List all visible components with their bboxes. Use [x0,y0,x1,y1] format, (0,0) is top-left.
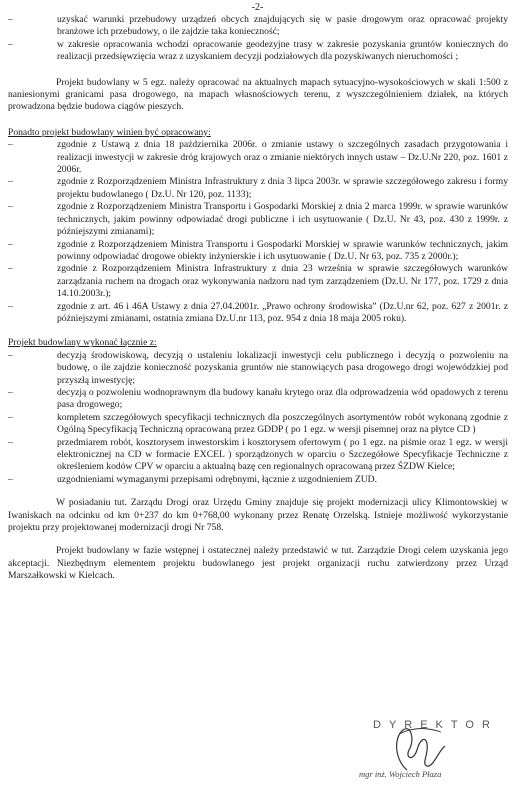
signature-title: DYREKTOR [373,719,498,731]
signature-name: mgr inż. Wojciech Płaza [359,769,442,779]
dash-bullet: – [8,14,13,25]
paragraph-maps: Projekt budowlany w 5 egz. należy opracować na aktualnych mapach sytuacyjno-wysokościowych w skali 1:500 z naniesionymi granicami pasa drogowego, na mapach własnościowych terenu, z wyszczególnieniem działek, na których prowadzona będzie budowa ciągów pieszych. [8,76,508,113]
list-item [8,139,508,176]
requirement-text: zgodnie z Rozporządzeniem Ministra Transportu i Gospodarki Morskiej w sprawie warunków technicznych, jakim powinny odpowiadać drogowe obiekty inżynierskie i ich usytuowanie ( Dz.U. Nr 63, poz. 735 z 2000r.); [57,238,508,262]
requirement-text: zgodnie z Rozporządzeniem Ministra Transportu i Gospodarki Morskiej z dnia 2 marca 1999r. w sprawie warunków technicznych, jakim powinny odpowiadać drogi publiczne i ich usytuowanie ( Dz.U. Nr 43, poz. 430 z 1999r. z późniejszymi zmianami); [57,201,508,238]
deliverable-text: decyzją środowiskową, decyzją o ustaleniu lokalizacji inwestycji celu publicznego i decyzją o pozwoleniu na budowę, o ile zajdzie konieczność pozyskania gruntów nie stanowiących pasa drogowego drogi wojewódzkiej pod przyszłą inwestycję; [57,349,508,386]
list-item [8,437,508,474]
dash-bullet: – [8,411,13,423]
list-item [8,201,508,238]
deliverable-text: przedmiarem robót, kosztorysem inwestorskim i kosztorysem ofertowym ( po 1 egz. na piśmie oraz 1 egz. w wersji elektronicznej na CD w formacie EXCEL ) sporządzonych w oparciu o Szczegółowe Specyfikacje Techniczne z określeniem kodów CPV w oparciu a aktualną bazę cen regionalnych opracowaną przez ŚZDW Kielce; [57,436,508,473]
page-number: -2- [251,2,264,13]
paragraph-existing-project: W posiadaniu tut. Zarządu Drogi oraz Urzędu Gminy znajduje się projekt modernizacji ulicy Klimontowskiej w Iwaniskach na odcinku od km 0+237 do km 0+768,00 wykonany przez Renatę Orzelską. Istnieje możliwość wykorzystanie projektu przy projektowanej modernizacji drogi Nr 758. [8,497,508,534]
dash-bullet: – [8,38,13,50]
dash-bullet: – [8,201,13,213]
intro-item-text: uzyskać warunki przebudowy urządzeń obcych znajdujących się w pasie drogowym oraz opracować projekty branżowe ich przebudowy, o ile zajdzie taka konieczność; [57,14,508,38]
list-item [8,350,508,387]
list-item [8,387,508,412]
list-item [8,176,508,201]
dash-bullet: – [8,176,13,188]
intro-item-text: w zakresie opracowania wchodzi opracowanie geodezyjne trasy w zakresie pozyskania gruntów koniecznych do realizacji przedsięwzięcia wraz z uzyskaniem decyzji podziałowych dla pozyskiwanych nieruchomości ; [57,38,508,63]
requirement-text: zgodnie z Ustawą z dnia 18 października 2006r. o zmianie ustawy o szczególnych zasadach przygotowania i realizacji inwestycji w zakresie dróg krajowych oraz o zmianie niektórych innych ustaw – Dz.U.Nr 220, poz. 1601 z 2006r. [57,139,508,176]
dash-bullet: – [8,139,13,151]
dash-bullet: – [8,473,13,485]
signature-stamp [345,718,498,792]
requirement-text: zgodnie z art. 46 i 46A Ustawy z dnia 27.04.2001r. „Prawo ochrony środowiska” (Dz.U.nr 62, poz. 627 z 2001r. z późniejszymi zmianami, ostatnia zmiana Dz.U.nr 113, poz. 954 z dnia 18 maja 2005 roku). [57,300,508,324]
list-item [8,474,508,486]
dash-bullet: – [8,349,13,361]
requirement-text: zgodnie z Rozporządzeniem Ministra Infrastruktury z dnia 23 września w sprawie szczegółowych warunków zarządzania ruchem na drogach oraz wykonywania nadzoru nad tym zarządzeniem (Dz.U. Nr 177, poz. 1729 z dnia 14.10.2003r.); [57,263,508,300]
list-item [8,263,508,300]
deliverable-text: decyzją o pozwoleniu wodnoprawnym dla budowy kanału krytego oraz dla odprowadzenia wód opadowych z terenu pasa drogowego; [57,386,508,411]
deliverable-text: kompletem szczegółowych specyfikacji technicznych dla poszczególnych asortymentów robót wykonaną zgodnie z Ogólną Specyfikacją Techniczną opracowaną przez GDDP ( po 1 egz. w wersji pisemnej oraz na płytce CD ) [57,411,508,436]
section-heading: Projekt budowlany wykonać łącznie z: [8,337,157,349]
document-body [8,14,508,583]
list-item [8,39,508,64]
section-heading: Ponadto projekt budowlany winien być opracowany: [8,126,211,138]
requirement-text: zgodnie z Rozporządzeniem Ministra Infrastruktury z dnia 3 lipca 2003r. w sprawie szczegółowego zakresu i formy projektu budowlanego ( Dz.U. Nr 120, poz. 1133); [57,176,508,200]
list-item [8,301,508,326]
list-item [8,239,508,264]
dash-bullet: – [8,263,13,275]
list-item [8,14,508,39]
dash-bullet: – [8,238,13,250]
paragraph-approval: Projekt budowlany w fazie wstępnej i ostatecznej należy przedstawić w tut. Zarządzie Drogi celem uzyskania jego akceptacji. Niezbędnym elementem projektu budowlanego jest projekt organizacji ruchu zatwierdzony przez Urząd Marszałkowski w Kielcach. [8,545,508,582]
list-item [8,412,508,437]
deliverable-text: uzgodnieniami wymaganymi przepisami odrębnymi, łącznie z uzgodnieniem ZUD. [57,473,377,485]
dash-bullet: – [8,386,13,398]
dash-bullet: – [8,436,13,448]
dash-bullet: – [8,300,13,312]
